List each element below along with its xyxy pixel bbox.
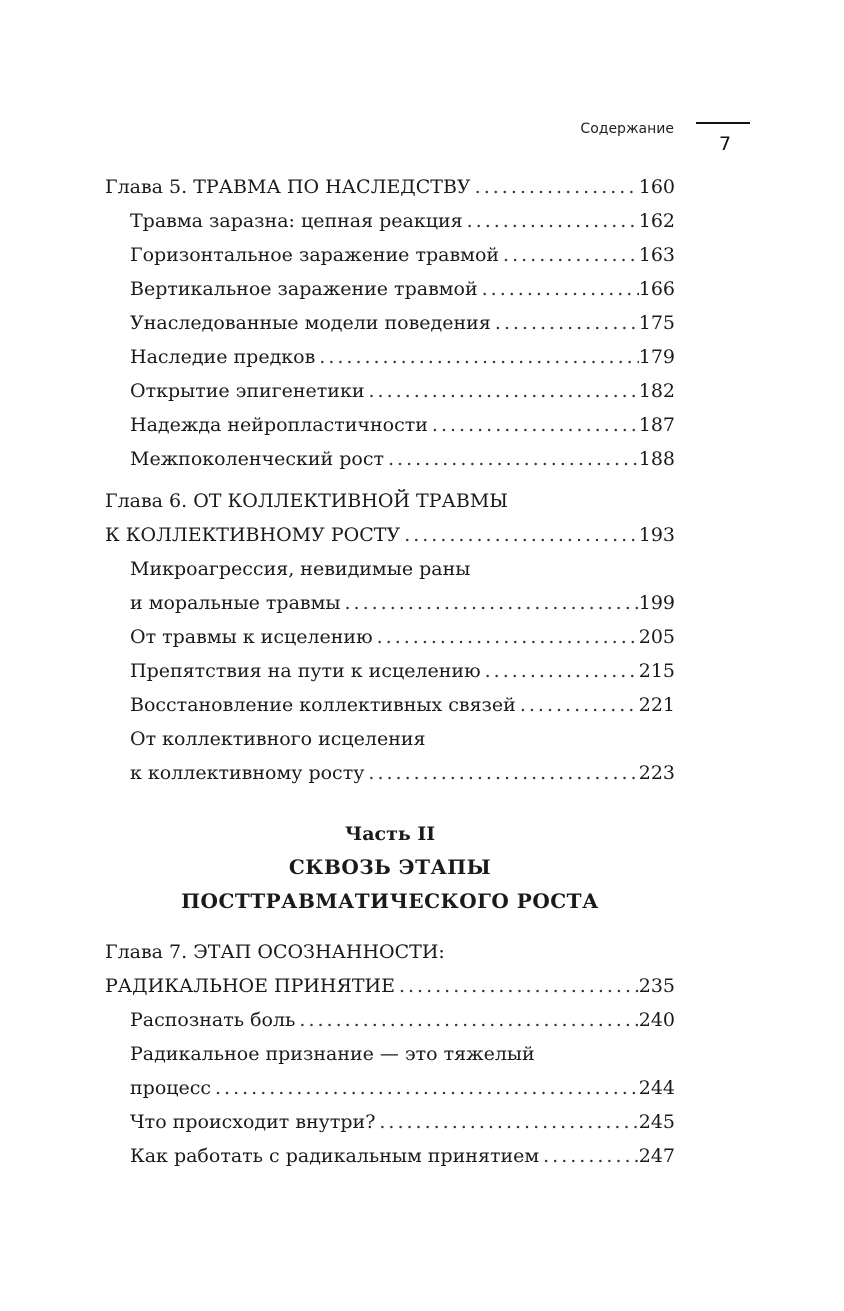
dot-leader [373,620,639,654]
toc-entry [105,408,675,442]
toc-entry [105,620,675,654]
toc-entry [105,272,675,306]
toc-entry [105,1003,675,1037]
entry-page: 221 [638,694,675,716]
dot-leader [341,586,639,620]
toc-entry-line [105,552,675,586]
entry-page: 199 [638,592,675,614]
dot-leader [365,374,639,408]
toc-entry [105,374,675,408]
entry-page: 163 [638,244,675,266]
part-title-cont: ПОСТТРАВМАТИЧЕСКОГО РОСТА [181,889,599,913]
toc-entry [105,688,675,722]
toc-chapter-7 [105,935,675,1173]
entry-title: Восстановление коллективных связей [130,694,516,716]
dot-leader [384,442,639,476]
entry-title: Открытие эпигенетики [130,380,365,402]
part-heading [105,818,675,918]
toc-entry-line [105,1037,675,1071]
chapter-heading-line [105,935,675,969]
entry-page: 240 [638,1009,675,1031]
entry-page: 205 [638,626,675,648]
entry-page: 215 [638,660,675,682]
chapter-title: Глава 5. ТРАВМА ПО НАСЛЕДСТВУ [105,176,471,198]
dot-leader [516,688,639,722]
toc-entry [105,1105,675,1139]
part-title: СКВОЗЬ ЭТАПЫ [288,855,492,879]
toc-entry [105,306,675,340]
header-rule [696,122,750,124]
entry-title: Что происходит внутри? [130,1111,376,1133]
dot-leader [499,238,639,272]
toc-entry [105,340,675,374]
dot-leader [364,756,638,790]
entry-page: 245 [638,1111,675,1133]
dot-leader [295,1003,638,1037]
entry-page: 166 [638,278,675,300]
entry-title: Распознать боль [130,1009,296,1031]
dot-leader [478,272,639,306]
toc-chapter-6 [105,484,675,790]
dot-leader [315,340,638,374]
dot-leader [211,1071,639,1105]
running-head-title: Содержание [580,121,674,137]
toc-entry [105,1139,675,1173]
entry-page: 223 [638,762,675,784]
entry-title: Унаследованные модели поведения [130,312,491,334]
entry-page: 175 [638,312,675,334]
entry-title: Радикальное признание — это тяжелый [130,1043,535,1065]
chapter-page: 193 [638,524,675,546]
toc-entry [105,238,675,272]
chapter-title-cont: К КОЛЛЕКТИВНОМУ РОСТУ [105,524,401,546]
toc-entry [105,442,675,476]
entry-page: 162 [638,210,675,232]
chapter-page: 160 [638,176,675,198]
entry-title: Горизонтальное заражение травмой [130,244,500,266]
entry-page: 187 [638,414,675,436]
entry-page: 244 [638,1077,675,1099]
entry-title: Как работать с радикальным принятием [130,1145,540,1167]
dot-leader [481,654,639,688]
entry-title-cont: процесс [130,1077,212,1099]
toc-entry-line [105,722,675,756]
dot-leader [375,1105,638,1139]
entry-title: От травмы к исцелению [130,626,373,648]
entry-title-cont: и моральные травмы [130,592,341,614]
dot-leader [400,518,639,552]
chapter-heading [105,518,675,552]
dot-leader [463,204,639,238]
entry-title: Наследие предков [130,346,316,368]
chapter-title: Глава 6. ОТ КОЛЛЕКТИВНОЙ ТРАВМЫ [105,490,508,512]
chapter-heading-line [105,484,675,518]
toc-entry [105,654,675,688]
entry-title: Вертикальное заражение травмой [130,278,478,300]
entry-page: 247 [638,1145,675,1167]
chapter-page: 235 [638,975,675,997]
entry-title: Травма заразна: цепная реакция [130,210,463,232]
dot-leader [539,1139,639,1173]
part-label: Часть II [344,823,436,845]
entry-title: Межпоколенческий рост [130,448,385,470]
chapter-title-cont: РАДИКАЛЬНОЕ ПРИНЯТИЕ [105,975,395,997]
dot-leader [471,170,639,204]
toc-entry [105,756,675,790]
chapter-heading [105,969,675,1003]
toc-chapter-5 [105,170,675,476]
dot-leader [428,408,639,442]
entry-title-cont: к коллективному росту [130,762,365,784]
toc-entry [105,204,675,238]
dot-leader [395,969,639,1003]
toc-entry [105,586,675,620]
toc-entry [105,1071,675,1105]
entry-page: 179 [638,346,675,368]
page-number: 7 [718,133,732,155]
entry-page: 182 [638,380,675,402]
entry-title: Надежда нейропластичности [130,414,428,436]
entry-page: 188 [638,448,675,470]
entry-title: Микроагрессия, невидимые раны [130,558,471,580]
chapter-title: Глава 7. ЭТАП ОСОЗНАННОСТИ: [105,941,445,963]
chapter-heading [105,170,675,204]
dot-leader [491,306,639,340]
entry-title: Препятствия на пути к исцелению [130,660,481,682]
entry-title: От коллективного исцеления [130,728,426,750]
